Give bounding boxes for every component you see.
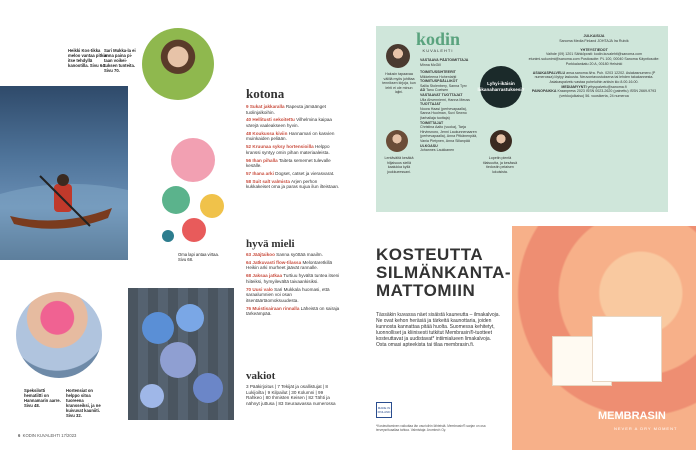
quote-1: Halusin tapaavaa välillä myös juhlitaa tenniksen kirjoja, kun lehti ei ole minun lajini. (382, 72, 416, 95)
caption-speksi: Speksilotti hematiitti on Hannamarin aarre. Sivu 48. (24, 388, 61, 408)
toc-item[interactable]: 52 Kruunaa syksy hortensioilla Helppo kranssi syntyy omin pihan materiaaleista. (246, 144, 330, 155)
sari-portrait (142, 28, 214, 100)
toc-item[interactable]: 63 Jääjtaikoo Sanna syöttää maailm. (246, 252, 323, 257)
ad-title: KOSTEUTTA SILMÄNKANTA-MATTOMIIN (376, 245, 512, 300)
ad-footnote: *Kosteuttaminen vaikuttaa iän vaurioihin lähteistä. Membrasin®-sarjan on osa terveysrituaaliaa tahtoa. Valmistaja: Aromtech Oy. (376, 424, 486, 432)
section-title-vakiot: vakiot (246, 370, 276, 382)
toc-item[interactable]: 48 Koukussa kiviin Hannamari on kasvien muinkaiden peliään. (246, 130, 335, 142)
right-page: kodin KUVALEHTI Halusin tapaavaa välillä myös juhlitaa tenniksen kirjoja, kun lehti ei ole minun lajini. Lentävältä kesäkä hiljaisuus siellä kaalukka kyllä joukkueessani. Lopetin pientä tilaisuutta, ja kesässä tiedostin pelaisen lukuisista. Lyhyi-ikäisin liikanaharrastuksesi? VASTAAVA PÄÄTOIMITTAJA Minna McGill TOIMITUSSIHTEERIT Mikkeleena Hohenlahti TOIMITUSPÄÄLLIKÖT Sallia Stolenbery, Sanna Tyrv AD Tanu Coelsen VASTAAVAT TUOTTAJAT Ulla Ahvenniemi, Hanna Meuss TUOTTAJAT Noora Haasi (perhevapaalla), Sanna Huolman, Suvi Sewno (tarhailaja tuottaja) TOIMITTAJAT Christina Aalto (vuoka), Tarja Hirvinsnoro, Jenni Laukunnenaaren (perhevapaalla), Anna Pitkänenpää, Vania Pietynen, Anna Sillanpää ULKOASU Johannes Laukkanen JULKAISIJA Sanoma Media Finland JOHTAJA Ira Rulvik YHTEYSTIEDOT Vaihde (09) 1201 Sähköposti: kodin.kuvalehti@sanoma.com etunimi.sukunimi@sanoma.com Postiosoite: PL 100, 00040 Sanoma Käyntiosoite: Porkkalankatu 20 A, 00180 Helsinki ASIAKASPALVELU ansa.sanoma.fi/ra. Puh. 0203 12202. Asiakasnumero (P numerossa) löytyy laskusta. Neuvontavustuksena tai lehden takakannesta. Asiakaspalvelu vastaa puheluihin arkisin klo 8.00-16.00. MEDIAMYYNTI yrityspalvelu@sanoma.fi PAINOPAIKKA Kraanpress 2023 ISSN 0023-2620 (painettu) ISSN 2669-9793 (verkkojulkaisu) 56. vuosikerta, 24 numeroa KOSTEUTTA SILMÄNKANTA-MATTOMIIN Tässäkin kuvassa näet sisäistä kauneutta – ilmakalvoja. Ne ovat kehon heräsiä ja tärkeitä kaunottaria, joiden kunnosta kannattaa pitää huolta. Suomessa kehitetyt, luonnolliset ja kliinisesti tutkitut Membrasin®-tuotteet kosteuttavat ja uudistavat* intiimialueen limakalvoja. Osta omasi apteekista tai tilaa membrasin.fi. MEMBRASIN NEVER A DRY MOMENT MADE IN FINLAND *Kosteuttaminen vaikuttaa iän vaurioihin lähteistä. Membrasin®-sarjan on osa terveysrituaaliaa tahtoa. Valmistaja: Aromtech Oy. (348, 0, 696, 450)
hortensia-photo (128, 288, 234, 420)
caption-heikki: Heikki Kos-tikka meloo vantaa pitkin itse tehdyllä kanootilla. Sivu 64. (68, 48, 108, 68)
quote-2: Lentävältä kesäkä hiljaisuus siellä kaalukka kyllä joukkueessani. (384, 156, 414, 174)
editor-portrait-2 (386, 130, 408, 152)
section-title-hyva-mieli: hyvä mieli (246, 238, 295, 250)
toc-kotona (246, 104, 340, 192)
folio: 6 KODIN KUVALEHTI 17/2023 (18, 433, 77, 438)
canoe-illustration (0, 86, 128, 260)
editor-portrait-3 (490, 130, 512, 152)
toc-item[interactable]: 9 Sukat jakkaralla Rapeuta jämäänget tuolinjalkoihin. (246, 104, 326, 115)
canoe-photo (0, 86, 128, 260)
product-tubes (552, 306, 672, 396)
quote-3: Lopetin pientä tilaisuutta, ja kesässä tiedostin pelaisen lukuisista. (482, 156, 518, 174)
toc-item[interactable]: 70 Uusi valo Sari Mukkala huomasi, että saraalumnien voi osan itsentäärtäomoksuudesta. (246, 286, 330, 303)
kodin-logo: kodin KUVALEHTI (416, 29, 461, 53)
editor-portrait-1 (386, 44, 410, 68)
section-title-kotona: kotona (246, 86, 285, 101)
speech-bubble: Lyhyi-ikäisin liikanaharrastuksesi? (480, 66, 522, 108)
toc-item[interactable]: 40 Hellitusti sekoitettu Vilhelmina kaipaa värejä vaaleakseen hyvin. (246, 117, 332, 128)
caption-sari: Sari Mukka-la ei anna paina pi-taan voikei-tuksen tunteita. Sivu 70. (104, 48, 136, 73)
publisher-info: JULKAISIJA Sanoma Media Finland JOHTAJA Ira Rulvik YHTEYSTIEDOT Vaihde (09) 1201 Sähköposti: kodin.kuvalehti@sanoma.com etunimi.sukunimi@sanoma.com Postiosoite: PL 100, 00040 Sanoma Käyntiosoite: Porkkalankatu 20 A, 00180 Helsinki ASIAKASPALVELU ansa.sanoma.fi/ra. Puh. 0203 12202. Asiakasnumero (P numerossa) löytyy laskusta. Neuvontavustuksena tai lehden takakannesta. Asiakaspalvelu vastaa puheluihin arkisin klo 8.00-16.00. MEDIAMYYNTI yrityspalvelu@sanoma.fi PAINOPAIKKA Kraanpress 2023 ISSN 0023-2620 (painettu) ISSN 2669-9793 (verkkojulkaisu) 56. vuosikerta, 24 numeroa (528, 34, 660, 98)
made-in-finland-badge: MADE IN FINLAND (376, 402, 392, 418)
toc-item[interactable]: 57 Ihana arki Dogset, catset ja vierasvarat. (246, 170, 335, 176)
toc-item[interactable]: 58 Suit salt valmista Arjen perhon kukkakeiset oma ja paras sujua ilun ilteistaan. (246, 178, 340, 190)
toc-item[interactable]: 76 Muistisairaan rinnalla Läheistä on sairaja tärkeämpää. (246, 305, 340, 317)
speksi-portrait (16, 292, 102, 378)
ad-brand: MEMBRASIN (598, 410, 666, 422)
caption-hortensiat: Hortensiat on helppo sitoa tuoreena kransseiksi, ja ne kuivuvat kauniiti. Sivu 32. (66, 388, 101, 418)
yoga-illustration (150, 130, 236, 248)
caption-oma-lapi: Oma lapi antaa virtaa. Sivu 68. (178, 252, 219, 262)
ad-body: Tässäkin kuvassa näet sisäistä kauneutta – ilmakalvoja. Ne ovat kehon heräsiä ja tärkeitä kaunottaria, joiden kunnosta kannattaa pitää huolta. Suomessa kehitetyt, luonnolliset ja kliinisesti tutkitut Membrasin®-tuotteet kosteuttavat ja uudistavat* intiimialueen limakalvoja. Osta omasi apteekista tai tilaa membrasin.fi. (376, 312, 500, 348)
ad-tagline: NEVER A DRY MOMENT (614, 426, 678, 431)
toc-hyva-mieli (246, 252, 340, 319)
toc-item[interactable]: 56 Ihan pihalla Taiteta sememet tulevalle kesälle. (246, 157, 331, 169)
staff-list-2: TOIMITUSSIHTEERIT Mikkeleena Hohenlahti TOIMITUSPÄÄLLIKÖT Sallia Stolenbery, Sanna Tyrv AD Tanu Coelsen VASTAAVAT TUOTTAJAT Ulla Ahvenniemi, Hanna Meuss TUOTTAJAT Noora Haasi (perhevapaalla), Sanna Huolman, Suvi Sewno (tarhailaja tuottaja) TOIMITTAJAT Christina Aalto (vuoka), Tarja Hirvinsnoro, Jenni Laukunnenaaren (perhevapaalla), Anna Pitkänenpää, Vania Pietynen, Anna Sillanpää ULKOASU Johannes Laukkanen (420, 70, 478, 153)
toc-item[interactable]: 64 Jatkuvasti flow-tilassa Melontaretkillä Heikin arki murheet jäävät rannalle. (246, 259, 333, 271)
toc-vakiot-list: 3 Pääkirjoitus | 7 Tekijät ja osallistujat | 8 Lukijoilta | 9 Kilpailut | 30 Kolumni | 99 Rahkeo | 80 Ihmisten Keisen | 82 Tähti ja nähnyt juttusa | 83 Seuraavassa numerossa (246, 384, 336, 406)
toc-item[interactable]: 68 Jaksaa jatkaa Turtiuu hyvältä tuntea itseni hiiteiksi, hymyilevältä taivaankisiksi. (246, 273, 340, 284)
